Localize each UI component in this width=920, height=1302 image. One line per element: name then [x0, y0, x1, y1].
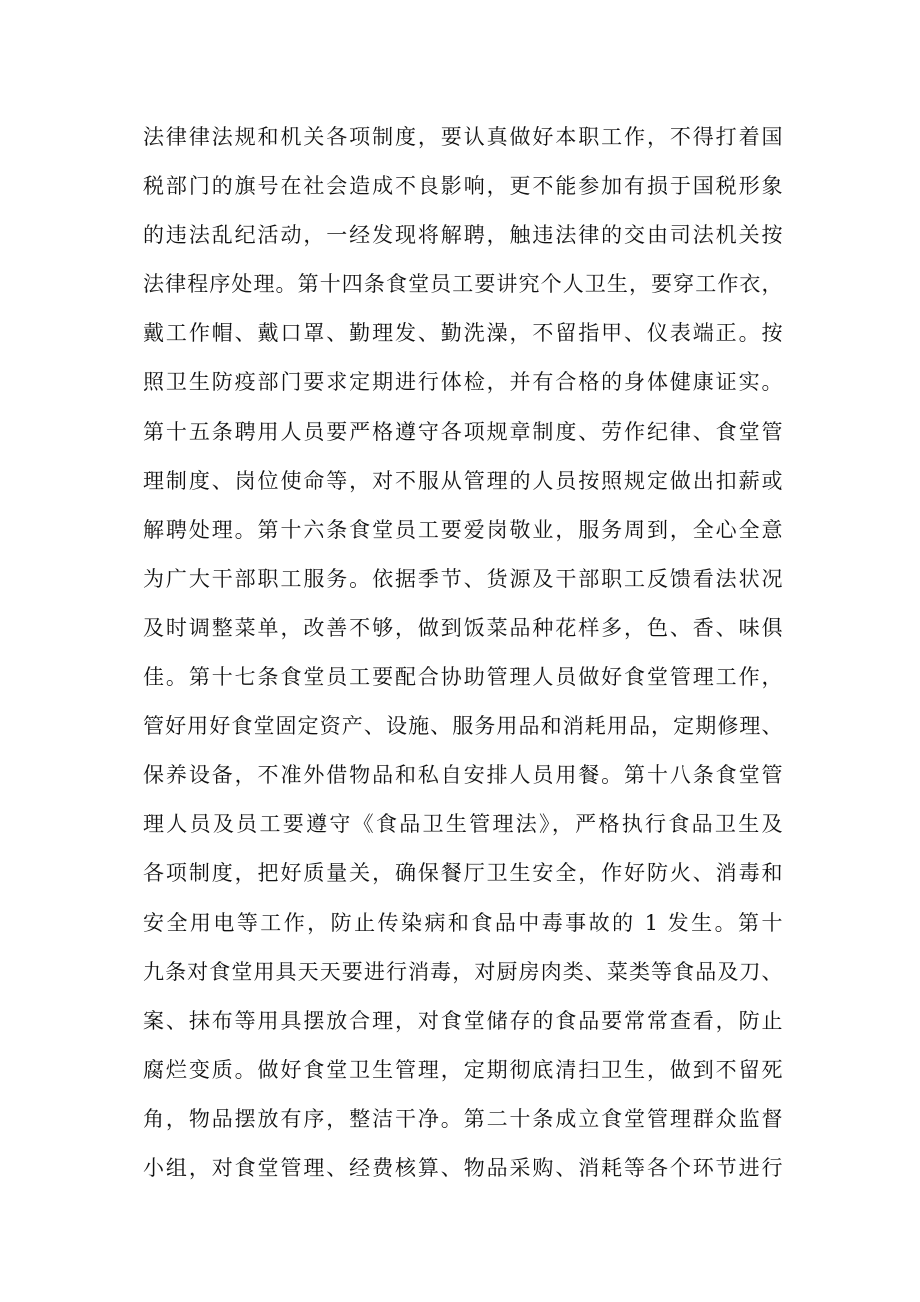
- text-line: 腐烂变质。做好食堂卫生管理，定期彻底清扫卫生，做到不留死: [143, 1057, 783, 1082]
- text-line: 及时调整菜单，改善不够，做到饭菜品种花样多，色、香、味俱: [143, 615, 783, 640]
- text-line: 九条对食堂用具天天要进行消毒，对厨房肉类、菜类等食品及刀、: [143, 959, 783, 984]
- text-line: 第十五条聘用人员要严格遵守各项规章制度、劳作纪律、食堂管: [143, 419, 783, 444]
- text-line: 为广大干部职工服务。依据季节、货源及干部职工反馈看法状况: [143, 566, 783, 591]
- text-line: 照卫生防疫部门要求定期进行体检，并有合格的身体健康证实。: [143, 370, 783, 395]
- text-line: 戴工作帽、戴口罩、勤理发、勤洗澡，不留指甲、仪表端正。按: [143, 321, 783, 346]
- text-line: 理制度、岗位使命等，对不服从管理的人员按照规定做出扣薪或: [143, 468, 783, 493]
- text-line: 的违法乱纪活动，一经发现将解聘，触违法律的交由司法机关按: [143, 223, 783, 248]
- text-line: 佳。第十七条食堂员工要配合协助管理人员做好食堂管理工作，: [143, 665, 783, 690]
- text-line: 管好用好食堂固定资产、设施、服务用品和消耗用品，定期修理、: [143, 714, 783, 739]
- text-line: 各项制度，把好质量关，确保餐厅卫生安全，作好防火、消毒和: [143, 861, 783, 886]
- text-line: 保养设备，不准外借物品和私自安排人员用餐。第十八条食堂管: [143, 763, 783, 788]
- text-line: 案、抹布等用具摆放合理，对食堂储存的食品要常常查看，防止: [143, 1008, 783, 1033]
- text-line: 法律程序处理。第十四条食堂员工要讲究个人卫生，要穿工作衣，: [143, 272, 783, 297]
- body-text: [143, 113, 783, 1193]
- text-line: 解聘处理。第十六条食堂员工要爱岗敬业，服务周到，全心全意: [143, 517, 783, 542]
- text-line: 小组，对食堂管理、经费核算、物品采购、消耗等各个环节进行: [143, 1155, 783, 1180]
- text-line: 税部门的旗号在社会造成不良影响，更不能参加有损于国税形象: [143, 174, 783, 199]
- text-line: 理人员及员工要遵守《食品卫生管理法》，严格执行食品卫生及: [143, 812, 783, 837]
- text-line: 法律律法规和机关各项制度，要认真做好本职工作，不得打着国: [143, 125, 783, 149]
- text-line: 角，物品摆放有序，整洁干净。第二十条成立食堂管理群众监督: [143, 1106, 783, 1131]
- text-line: 安全用电等工作，防止传染病和食品中毒事故的 1 发生。第十: [143, 910, 783, 935]
